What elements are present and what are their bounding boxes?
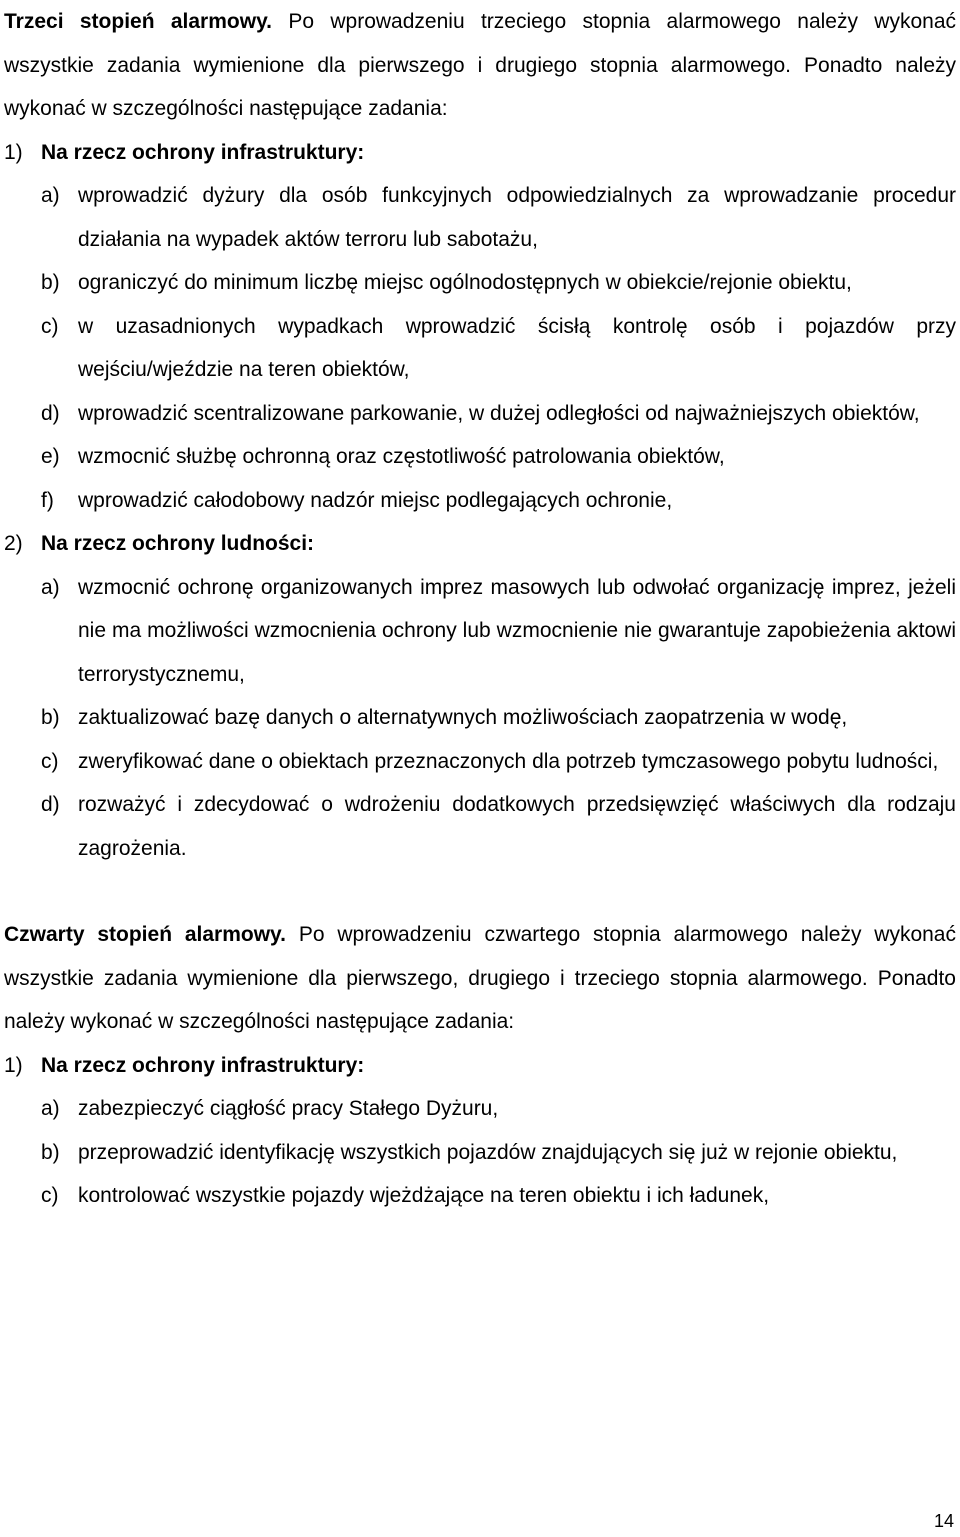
item-letter: b) (41, 1140, 60, 1164)
item-letter: b) (41, 706, 60, 729)
list-item (4, 1174, 956, 1218)
list-item (4, 479, 956, 523)
group-label: Na rzecz ochrony ludności: (41, 532, 315, 555)
list-item (4, 174, 956, 261)
item-text: zabezpieczyć ciągłość pracy Stałego Dyżuru, (78, 1097, 499, 1120)
list-item (4, 305, 956, 392)
item-letter: c) (41, 1184, 59, 1207)
group-number: 1) (4, 140, 23, 164)
item-letter: d) (41, 793, 60, 816)
section4-group1-heading (4, 1044, 956, 1088)
section-spacer (4, 870, 956, 913)
list-item (4, 1087, 956, 1131)
document-page (4, 0, 956, 1218)
list-item (4, 392, 956, 436)
item-text: wzmocnić ochronę organizowanych imprez masowych lub odwołać organizację imprez, jeżeli nie ma możliwości wzmocnienia ochrony lub wzmocnienie nie gwarantuje zapobieżenia aktowi terrorystycznemu, (78, 575, 956, 686)
section4-intro-text: Po wprowadzeniu czwartego stopnia alarmowego należy wykonać wszystkie zadania wymienione dla pierwszego, drugiego i trzeciego stopnia alarmowego. Ponadto należy wykonać w szczególności następujące zadania: (4, 923, 956, 1033)
item-text: wprowadzić dyżury dla osób funkcyjnych odpowiedzialnych za wprowadzanie procedur działania na wypadek aktów terroru lub sabotażu, (78, 184, 956, 251)
item-text: wzmocnić służbę ochronną oraz częstotliwość patrolowania obiektów, (78, 445, 725, 468)
section3-group1-heading (4, 131, 956, 175)
item-text: wprowadzić całodobowy nadzór miejsc podlegających ochronie, (78, 488, 673, 512)
list-item (4, 740, 956, 784)
group-label: Na rzecz ochrony infrastruktury: (41, 140, 365, 164)
item-letter: a) (41, 184, 60, 207)
list-item (4, 696, 956, 740)
group-number: 1) (4, 1053, 23, 1077)
section3-intro-text: Po wprowadzeniu trzeciego stopnia alarmowego należy wykonać wszystkie zadania wymienione dla pierwszego i drugiego stopnia alarmowego. Ponadto należy wykonać w szczególności następujące zadania: (4, 10, 957, 120)
list-item (4, 1131, 956, 1175)
item-text: zaktualizować bazę danych o alternatywnych możliwościach zaopatrzenia w wodę, (78, 706, 848, 729)
list-item (4, 435, 956, 479)
group-label: Na rzecz ochrony infrastruktury: (41, 1053, 365, 1077)
section4-heading: Czwarty stopień alarmowy. (4, 923, 287, 946)
item-letter: c) (41, 749, 59, 773)
group-number: 2) (4, 532, 23, 555)
item-letter: f) (41, 488, 54, 512)
section3-heading: Trzeci stopień alarmowy. (4, 10, 273, 33)
list-item (4, 261, 956, 305)
page-number: 14 (933, 1511, 954, 1531)
item-text: ograniczyć do minimum liczbę miejsc ogólnodostępnych w obiekcie/rejonie obiektu, (78, 271, 852, 294)
section4-intro (4, 913, 956, 1044)
list-item (4, 783, 956, 870)
item-letter: a) (41, 575, 60, 599)
item-letter: a) (41, 1097, 60, 1120)
item-text: przeprowadzić identyfikację wszystkich pojazdów znajdujących się już w rejonie obiektu, (78, 1140, 898, 1164)
item-letter: b) (41, 271, 60, 294)
item-text: rozważyć i zdecydować o wdrożeniu dodatkowych przedsięwzięć właściwych dla rodzaju zagrożenia. (78, 793, 956, 860)
item-letter: d) (41, 401, 60, 425)
section3-group2-heading (4, 522, 956, 566)
item-text: kontrolować wszystkie pojazdy wjeżdżające na teren obiektu i ich ładunek, (78, 1184, 770, 1207)
item-letter: c) (41, 314, 59, 338)
section3-intro (4, 0, 956, 131)
item-text: zweryfikować dane o obiektach przeznaczonych dla potrzeb tymczasowego pobytu ludności, (78, 749, 939, 773)
item-letter: e) (41, 445, 60, 468)
list-item (4, 566, 956, 697)
item-text: wprowadzić scentralizowane parkowanie, w dużej odległości od najważniejszych obiektów, (78, 401, 920, 425)
item-text: w uzasadnionych wypadkach wprowadzić ścisłą kontrolę osób i pojazdów przy wejściu/wjeździe na teren obiektów, (78, 314, 956, 381)
